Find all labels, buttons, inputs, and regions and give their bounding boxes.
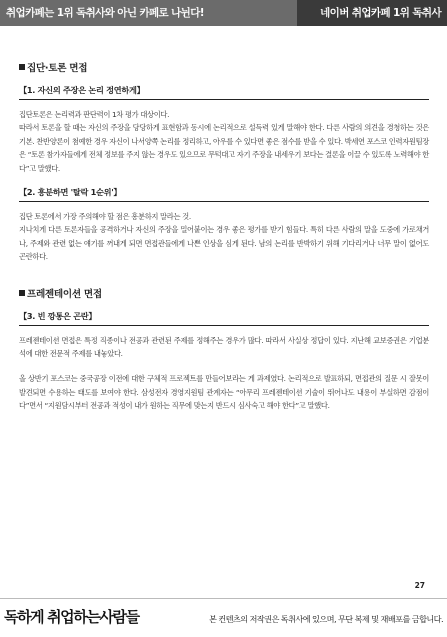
- subsection-title: 【1. 자신의 주장은 논리 정연하게】: [19, 85, 429, 100]
- header-brand: 네이버 취업카페 1위 독취사: [320, 7, 441, 19]
- paragraph: 지나치게 다른 토론자들을 공격하거나 자신의 주장을 밀어붙이는 경우 좋은 평가를 받기 힘들다. 특히 다른 사람의 말을 도중에 가로채거나, 주제와 관련 없는 얘기를 꺼내게 되면 면접관들에게 나쁜 인상을 심게 된다. 남의 논리를 반박하기 위해 기다리거나 너무 말이 없어도 곤란하다.: [19, 225, 429, 262]
- copyright-notice: 본 컨텐츠의 저작권은 독취사에 있으며, 무단 복제 및 재배포를 금합니다.: [209, 614, 443, 624]
- section-title-text: 집단·토론 면접: [27, 63, 88, 74]
- section-title: [19, 286, 429, 300]
- section-presentation: [19, 286, 429, 413]
- paragraph: 프레젠테이션 면접은 특정 직종이나 전공과 관련된 주제를 정해주는 경우가 많다. 따라서 사실상 정답이 있다. 지난해 교보증권은 기업분석에 대한 전문적 주제를 내놓았다.: [19, 335, 429, 359]
- subsection-title: 【2. 흥분하면 '탈락 1순위'】: [19, 187, 429, 202]
- paragraph: 올 상반기 포스코는 중국공장 이전에 대한 구체적 프로젝트를 만들어보라는 게 과제였다. 논리적으로 발표하되, 면접관의 질문 시 잘못이 발견되면 수용하는 태도를 보여야 한다. 삼성전자 경영지원팀 관계자는 “아무리 프레젠테이션 기술이 뛰어나도 내용이 부실하면 감점이다”면서 “지원담시부터 전공과 적성이 내가 원하는 직무에 맞는지 반드시 심사숙고 해야 한다”고 말했다.: [19, 374, 429, 411]
- footer-logo: 독하게 취업하는사람들: [4, 608, 139, 626]
- page-footer: [0, 598, 447, 637]
- paragraph: 집단 토론에서 가장 주의해야 할 점은 흥분하지 말라는 것.: [19, 212, 191, 222]
- header-brand-box: [297, 0, 447, 26]
- paragraph: 집단토론은 논리력과 판단력이 1차 평가 대상이다.: [19, 110, 170, 119]
- square-bullet-icon: [19, 64, 25, 70]
- page-number: 27: [414, 581, 425, 590]
- page-header: [0, 0, 447, 26]
- square-bullet-icon: [19, 290, 25, 296]
- paragraph: 따라서 토론을 할 때는 자신의 주장을 당당하게 표현함과 동시에 논리적으로 설득력 있게 말해야 한다. 다른 사람의 의견을 경청하는 것은 기본. 찬반양론이 첨예한 경우 자신이 나서양쪽 논리를 정리하고, 아우를 수 있다면 좋은 점수를 받을 수 있다. 박세연 포스코 인력자원팀장은 “토론 참가자들에게 전체 정보를 주지 않는 경우도 있으므로 무턱대고 자기 주장을 내세우기 보다는 결론을 이끌 수 있도록 노력해야 한다”고 말했다.: [19, 123, 429, 173]
- document-body: [19, 60, 429, 413]
- section-title: [19, 60, 429, 74]
- section-title-text: 프레젠테이션 면접: [27, 288, 102, 300]
- section-group-discussion: [19, 60, 429, 264]
- subsection-title: 【3. 빈 깡통은 곤란】: [19, 311, 429, 326]
- header-slogan: 취업카페는 1위 독취사와 아닌 카페로 나뉜다!: [6, 7, 204, 19]
